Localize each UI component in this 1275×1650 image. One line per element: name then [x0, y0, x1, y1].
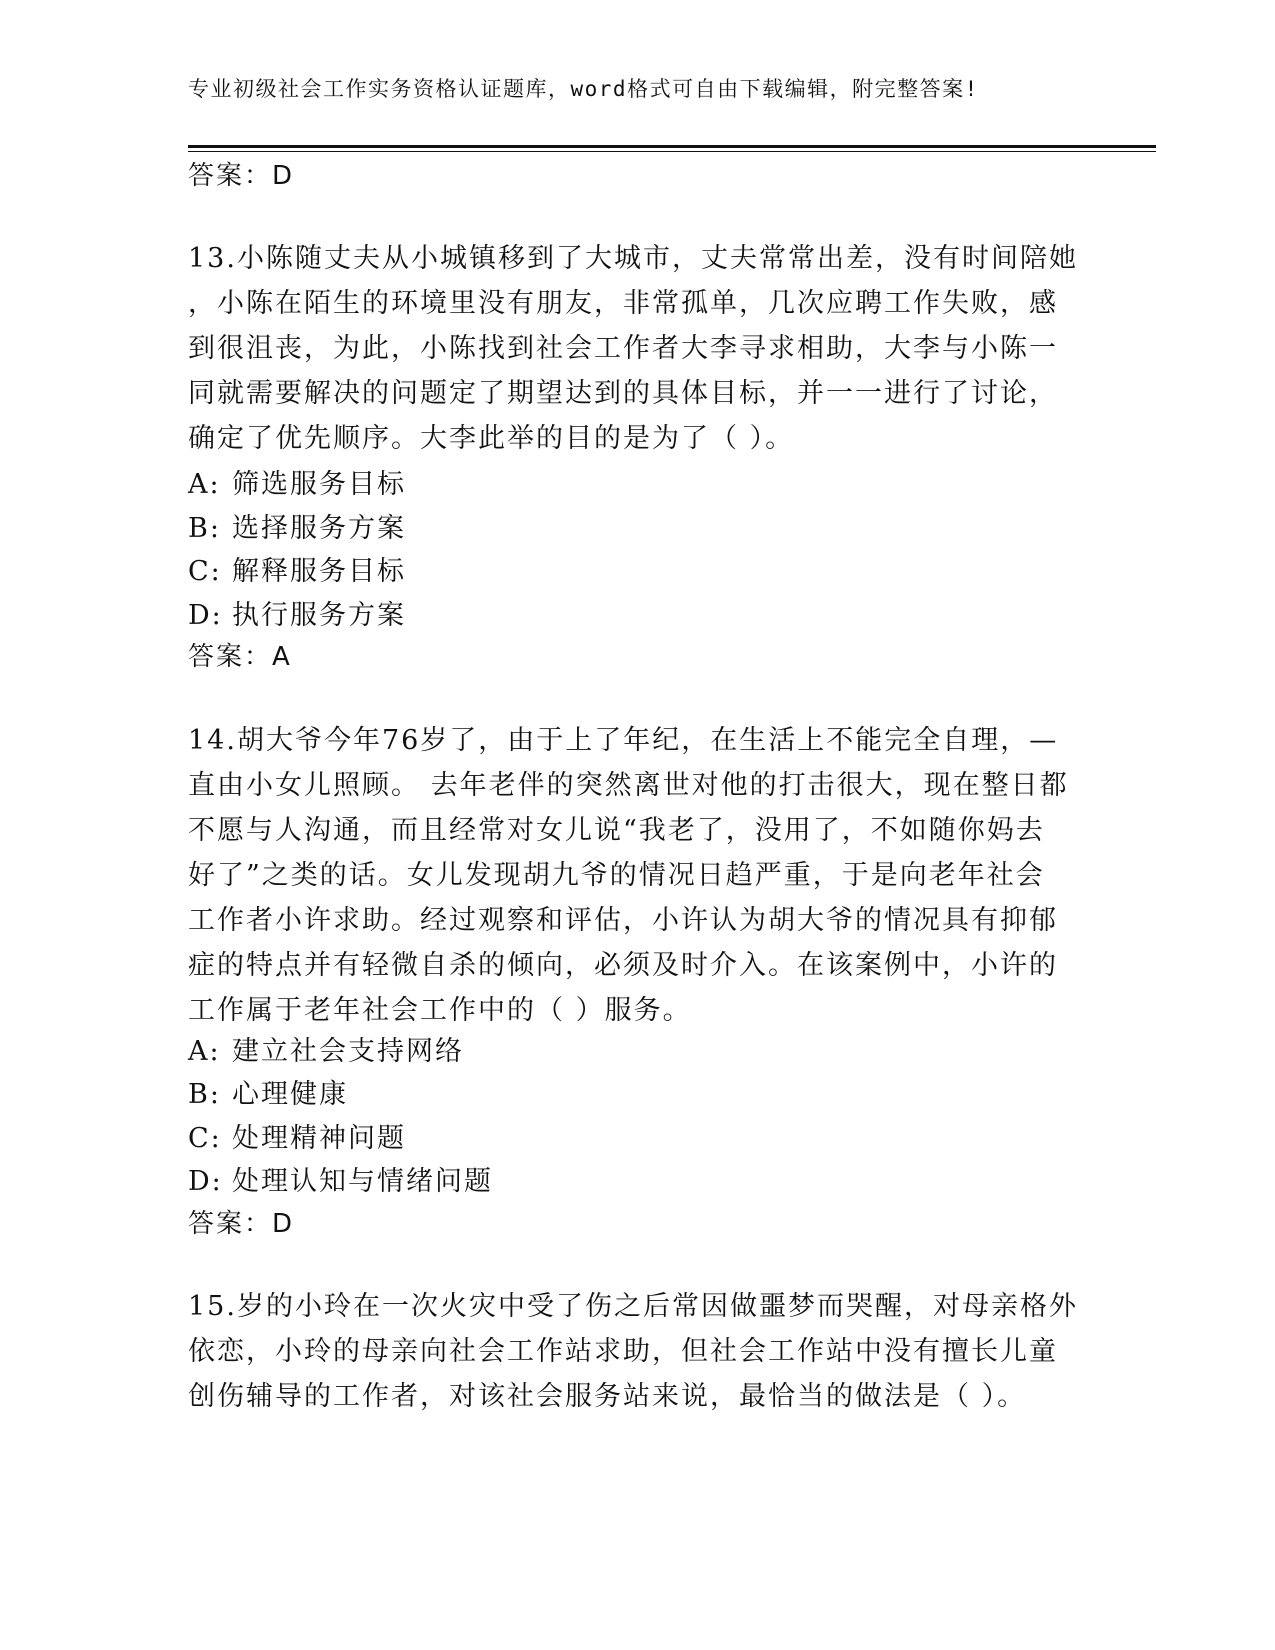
question-14-stem	[188, 718, 1088, 1033]
option-letter: D:	[188, 600, 223, 631]
option-letter: B:	[188, 1079, 221, 1110]
page-header: 专业初级社会工作实务资格认证题库，word格式可自由下载编辑，附完整答案!	[188, 77, 979, 101]
question-13-line: ，小陈在陌生的环境里没有朋友，非常孤单，几次应聘工作失败，感	[188, 288, 1058, 319]
question-14-line: 工作者小许求助。经过观察和评估，小许认为胡大爷的情况具有抑郁	[188, 905, 1058, 936]
question-14-line: 好了”之类的话。女儿发现胡九爷的情况日趋严重，于是向老年社会	[188, 860, 1045, 891]
question-15-line: 依恋，小玲的母亲向社会工作站求助，但社会工作站中没有擅长儿童	[188, 1336, 1058, 1367]
question-14-line: 工作属于老年社会工作中的（ ）服务。	[188, 995, 692, 1026]
option-text: 处理认知与情绪问题	[232, 1166, 493, 1197]
option-letter: C:	[188, 1123, 222, 1154]
option-text: 筛选服务目标	[232, 469, 406, 500]
question-14-line: 不愿与人沟通，而且经常对女儿说“我老了，没用了，不如随你妈去	[188, 815, 1045, 846]
option-letter: D:	[188, 1166, 223, 1197]
option-letter: A:	[188, 1036, 221, 1067]
option-text: 处理精神问题	[232, 1123, 406, 1154]
option-text: 选择服务方案	[232, 513, 406, 544]
answer-q12: 答案：D	[188, 161, 295, 191]
option-text: 执行服务方案	[232, 600, 406, 631]
answer-q13: 答案：A	[188, 642, 292, 672]
question-13-option-b	[188, 506, 406, 545]
question-14-option-b	[188, 1072, 348, 1111]
question-15-stem	[188, 1284, 1088, 1419]
question-14-option-d	[188, 1159, 493, 1198]
header-rule-thick	[188, 145, 1156, 148]
question-14-option-c	[188, 1116, 406, 1155]
answer-q14: 答案：D	[188, 1209, 295, 1239]
question-13-option-d	[188, 593, 406, 632]
question-14-option-a	[188, 1029, 464, 1068]
question-13-line: 13.小陈随丈夫从小城镇移到了大城市，丈夫常常出差，没有时间陪她	[188, 243, 1078, 274]
question-13-option-a	[188, 462, 406, 501]
option-letter: B:	[188, 513, 221, 544]
option-text: 建立社会支持网络	[232, 1036, 464, 1067]
question-13-line: 同就需要解决的问题定了期望达到的具体目标，并一一进行了讨论，	[188, 378, 1058, 409]
question-13-line: 到很沮丧，为此，小陈找到社会工作者大李寻求相助，大李与小陈一	[188, 333, 1058, 364]
question-13-stem	[188, 236, 1088, 461]
question-14-line: 症的特点并有轻微自杀的倾向，必须及时介入。在该案例中，小许的	[188, 950, 1058, 981]
question-15-line: 15.岁的小玲在一次火灾中受了伤之后常因做噩梦而哭醒，对母亲格外	[188, 1291, 1078, 1322]
question-13-line: 确定了优先顺序。大李此举的目的是为了（ ）。	[188, 423, 795, 454]
question-14-line: 直由小女儿照顾。 去年老伴的突然离世对他的打击很大，现在整日都	[188, 770, 1069, 801]
header-rule-thin	[188, 151, 1156, 152]
option-text: 心理健康	[232, 1079, 348, 1110]
question-13-option-c	[188, 549, 406, 588]
question-14-line: 14.胡大爷今年76岁了，由于上了年纪，在生活上不能完全自理，—	[188, 725, 1059, 756]
option-text: 解释服务目标	[232, 556, 406, 587]
option-letter: C:	[188, 556, 222, 587]
option-letter: A:	[188, 469, 221, 500]
question-15-line: 创伤辅导的工作者，对该社会服务站来说，最恰当的做法是（ ）。	[188, 1381, 1027, 1412]
